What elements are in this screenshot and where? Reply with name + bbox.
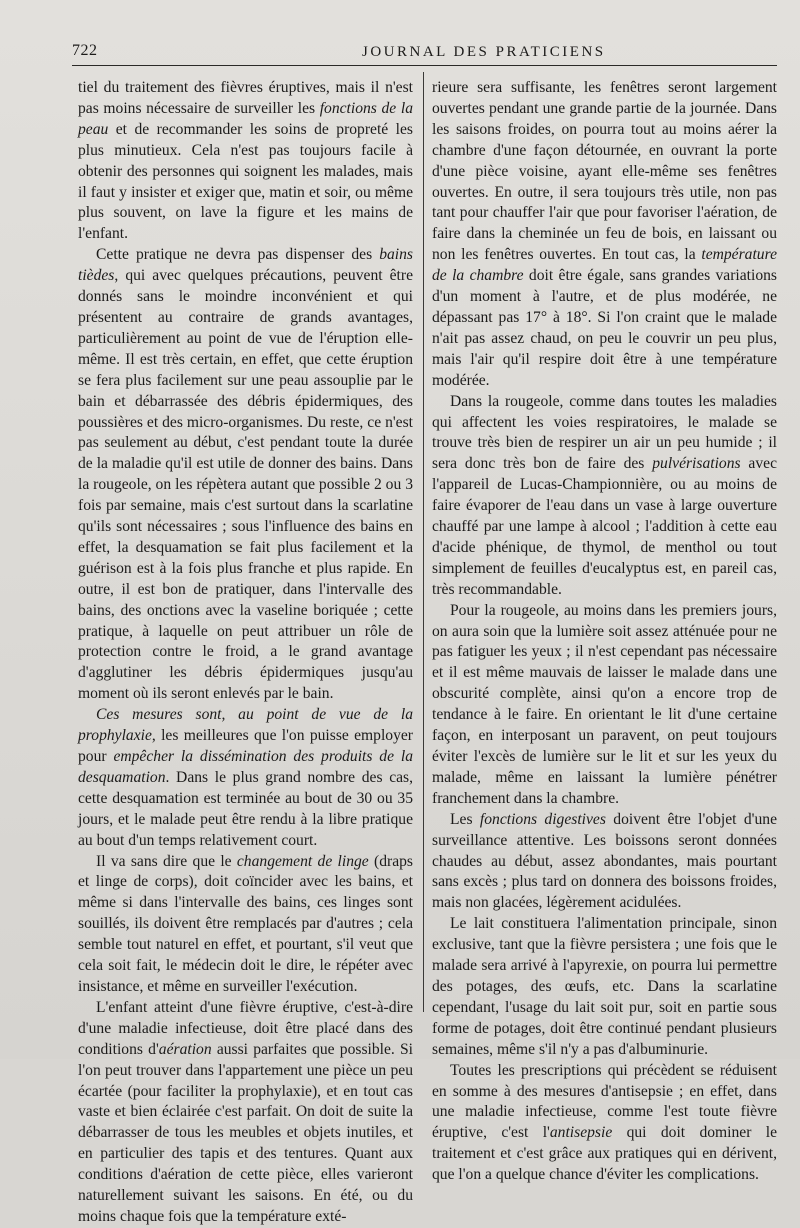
text-run: avec l'appareil de Lucas-Championnière, ou au moins de faire évaporer de l'eau dans un vase à large ouverture chauffé par une lampe à alcool ; l'addition à cette eau d'acide phénique, de thymol, de menthol ou tout simplement de feuilles d'eucalyptus est, en pareil cas, très recommandable. (432, 455, 777, 598)
paragraph (432, 392, 777, 601)
italic-text: empêcher la dissémination des produits de la desquamation (78, 748, 414, 786)
journal-title: JOURNAL DES PRATICIENS (362, 44, 606, 60)
text-run: et de recommander les soins de propreté les plus minutieux. Cela n'est pas toujours facile à obtenir des personnes qui soignent les malades, mais il faut y insister et exiger que, matin et soir, ou même plus souvent, on lave la figure et les mains de l'enfant. (78, 120, 413, 243)
text-run: Pour la rougeole, au moins dans les premiers jours, on aura soin que la lumière soit assez atténuée pour ne pas fatiguer les yeux ; il n'est cependant pas nécessaire et il est même mauvais de laisser le malade dans une obscurité complète, ainsi qu'on a encore trop de tendance à le faire. En orientant le lit d'une certaine façon, en interposant un paravent, on peut toujours éviter l'excès de lumière sur le lit et sur les yeux du malade, même en laissant la lumière pénétrer franchement dans la chambre. (432, 601, 777, 807)
right-column (432, 78, 777, 1186)
text-run: Les (450, 810, 480, 828)
page-number: 722 (72, 42, 98, 59)
paragraph (78, 245, 413, 705)
text-run: (draps et linge de corps), doit coïncider avec les bains, et même si dans l'intervalle des bains, ces linges sont souillés, ils doivent être remplacés par d'autres ; cela semble tout naturel en effet, et pourtant, s'il veut que cela soit fait, le médecin doit le dire, le répéter avec insistance, et même en surveiller l'exécution. (78, 852, 413, 995)
text-run: , qui avec quelques précautions, peuvent être donnés sans le moindre inconvénient et qui présentent au contraire de grands avantages, particulièrement au point de vue de l'éruption elle-même. Il est très certain, en effet, que cette éruption se fera plus facilement sur une peau assouplie par le bain et débarrassée des débris épidermiques, des poussières et des micro-organismes. Du reste, ce n'est pas seulement au début, c'est pendant toute la durée de la maladie qu'il est utile de donner des bains. Dans la rougeole, on les répètera autant que possible 2 ou 3 fois par semaine, mais c'est surtout dans la scarlatine qu'ils sont nécessaires ; sous l'influence des bains en effet, la desquamation se fait plus facilement et la guérison est à la fois plus franche et plus rapide. En outre, il est bon de pratiquer, dans l'intervalle des bains, des onctions avec la vaseline boriquée ; cette pratique, à laquelle on peut attribuer un rôle de protection contre le froid, a le grand avantage d'agglutiner les débris épidermiques jusqu'au moment où ils seront enlevés par le bain. (78, 267, 413, 703)
text-run: Cette pratique ne devra pas dispenser des (96, 246, 380, 264)
text-run: Le lait constituera l'alimentation principale, sinon exclusive, tant que la fièvre persistera ; une fois que le malade sera arrivé à l'apyrexie, on pourra lui permettre des potages, des œufs, etc. Dans la scarlatine cependant, l'usage du lait soit pur, soit en partie sous forme de potages, doit être continué pendant plusieurs semaines, même s'il n'y a pas d'albuminurie. (432, 915, 777, 1058)
italic-text: aération (158, 1040, 212, 1058)
italic-text: changement de linge (236, 852, 369, 870)
text-run: Toutes les prescriptions qui précèdent se réduisent en somme à des mesures d'antisepsie ; en effet, dans une maladie infectieuse, comme l'est toute fièvre éruptive, c'est l' (432, 1061, 777, 1142)
paragraph (78, 852, 413, 998)
text-run: rieure sera suffisante, les fenêtres seront largement ouvertes pendant une grande partie de la journée. Dans les saisons froides, on pourra tout au moins aérer la chambre d'une façon détournée, en ouvrant la porte d'une pièce voisine, ayant elle-même ses fenêtres ouvertes. En outre, il sera toujours très utile, non pas tant pour chauffer l'air que pour favoriser l'aération, de faire dans la cheminée un feu de bois, en laissant ou non les fenêtres ouvertes. En tout cas, la (432, 79, 777, 264)
text-run: Dans la rougeole, comme dans toutes les maladies qui affectent les voies respiratoires, le malade se trouve très bien de respirer un air un peu humide ; il sera donc très bon de faire des (432, 392, 777, 473)
paragraph (432, 914, 777, 1060)
text-run: . Dans le plus grand nombre des cas, cette desquamation est terminée au bout de 30 ou 35 jours, et le malade peut être rendu à la libre pratique au bout d'un temps relativement court. (78, 768, 413, 849)
text-run: Il va sans dire que le (96, 852, 237, 870)
italic-text: Ces mesures sont, au point de vue de la prophylaxie (78, 706, 413, 745)
italic-text: bains tièdes (78, 246, 413, 285)
paragraph (432, 601, 777, 810)
italic-text: pulvérisations (652, 455, 741, 473)
paragraph (78, 78, 413, 245)
left-column (78, 78, 413, 1228)
text-run: , les meilleures que l'on puisse employer pour (78, 727, 413, 765)
italic-text: antisepsie (549, 1124, 613, 1142)
text-run: qui doit dominer le traitement et c'est grâce aux pratiques qui en dérivent, que l'on a quelque chance d'éviter les complications. (432, 1124, 778, 1184)
running-header (62, 40, 777, 66)
text-run: aussi parfaites que possible. Si l'on peut trouver dans l'appartement une pièce un peu écartée (pour faciliter la prophylaxie), et en tout cas vaste et bien éclairée c'est parfait. On doit de suite la débarrasser de tous les meubles et objets inutiles, et en particulier des tapis et des tentures. Quant aux conditions d'aération de cette pièce, elles varieront naturellement suivant les saisons. En été, ou du moins chaque fois que la température exté- (78, 1040, 413, 1225)
paragraph (432, 810, 777, 915)
header-rule (72, 65, 777, 66)
column-divider (423, 72, 424, 1012)
text-run: doit être égale, sans grandes variations d'un moment à l'autre, et de plus modérée, ne dépassant pas 17° à 18°. Si l'on craint que le malade n'ait pas assez chaud, on peu le couvrir un peu plus, mais l'air qu'il respire doit être à une température modérée. (432, 267, 777, 389)
italic-text: température de la chambre (432, 246, 777, 285)
italic-text: fonctions digestives (479, 810, 606, 828)
text-run: tiel du traitement des fièvres éruptives, mais il n'est pas moins nécessaire de surveiller les (78, 79, 413, 117)
text-run: L'enfant atteint d'une fièvre éruptive, c'est-à-dire d'une maladie infectieuse, doit être placé dans des conditions d' (78, 998, 413, 1058)
paragraph (78, 705, 413, 851)
paragraph (78, 998, 413, 1228)
paragraph (432, 1061, 777, 1186)
italic-text: fonctions de la peau (78, 99, 413, 138)
paragraph (432, 78, 777, 392)
text-run: doivent être l'objet d'une surveillance attentive. Les boissons seront données chaudes au début, assez abondantes, mais pourtant sans excès ; plus tard on donnera des boissons froides, mais non glacées, légèrement acidulées. (432, 810, 777, 912)
